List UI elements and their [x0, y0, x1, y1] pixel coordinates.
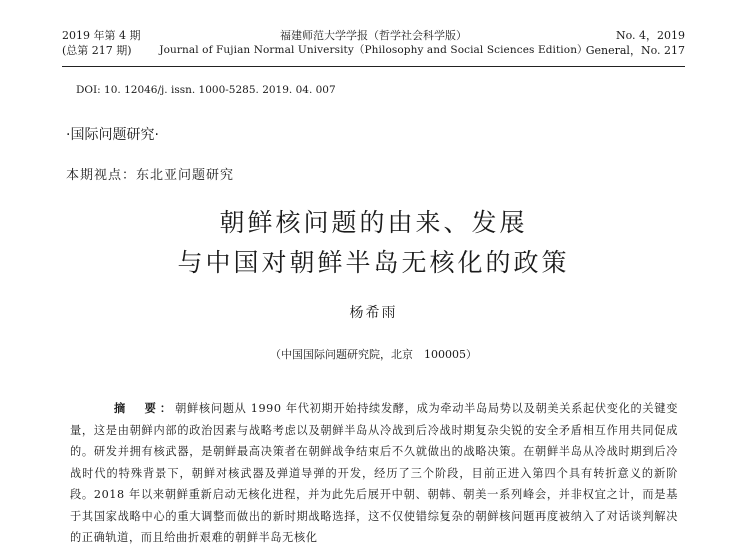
abstract: [70, 398, 678, 549]
issue-info-en: [586, 28, 685, 58]
author: 杨希雨: [349, 305, 398, 321]
doi[interactable]: DOI: 10. 12046/j. issn. 1000-5285. 2019. 04. 007: [76, 84, 336, 96]
issue-total: (总第 217 期): [62, 44, 132, 57]
issue-focus: 本期视点：东北亚问题研究: [66, 168, 235, 183]
affiliation: （中国国际问题研究院，北京 100005）: [270, 348, 477, 361]
abstract-text: 朝鲜核问题从 1990 年代初期开始持续发酵，成为牵动半岛局势以及朝美关系起伏变化的关键变量，这是由朝鲜内部的政治因素与战略考虑以及朝鲜半岛从冷战到后冷战时期复杂尖锐的安全矛盾相互作用共同促成的。研发并拥有核武器，是朝鲜最高决策者在朝鲜战争结束后不久就做出的战略决策。在朝鲜半岛从冷战时期到后冷战时代的特殊背景下，朝鲜对核武器及弹道导弹的开发，经历了三个阶段，目前正进入第四个具有转折意义的新阶段。2018 年以来朝鲜重新启动无核化进程，并为此先后展开中朝、朝韩、朝美一系列峰会，并非权宜之计，而是基于其国家战略中心的重大调整而做出的新时期战略选择，这不仅使错综复杂的朝鲜核问题再度被纳入了对话谈判解决的正确轨道，而且给曲折艰难的朝鲜半岛无核化: [70, 402, 678, 544]
issue-number: 2019 年第 4 期: [62, 29, 141, 42]
title-line-1: 朝鲜核问题的由来、发展: [219, 208, 528, 237]
section-label: ·国际问题研究·: [66, 127, 159, 143]
issue-general-en: General，No. 217: [585, 44, 685, 57]
abstract-label: 摘 要：: [114, 402, 176, 415]
journal-name-en: Journal of Fujian Normal University（Philosophy and Social Sciences Edition）: [159, 44, 588, 56]
title-line-2: 与中国对朝鲜半岛无核化的政策: [177, 248, 570, 277]
journal-name-cn: 福建师范大学学报（哲学社会科学版）: [280, 29, 467, 42]
header-divider: [62, 66, 685, 67]
issue-number-en: No. 4，2019: [615, 29, 685, 42]
journal-header: [0, 28, 747, 68]
article-title: [0, 203, 747, 283]
